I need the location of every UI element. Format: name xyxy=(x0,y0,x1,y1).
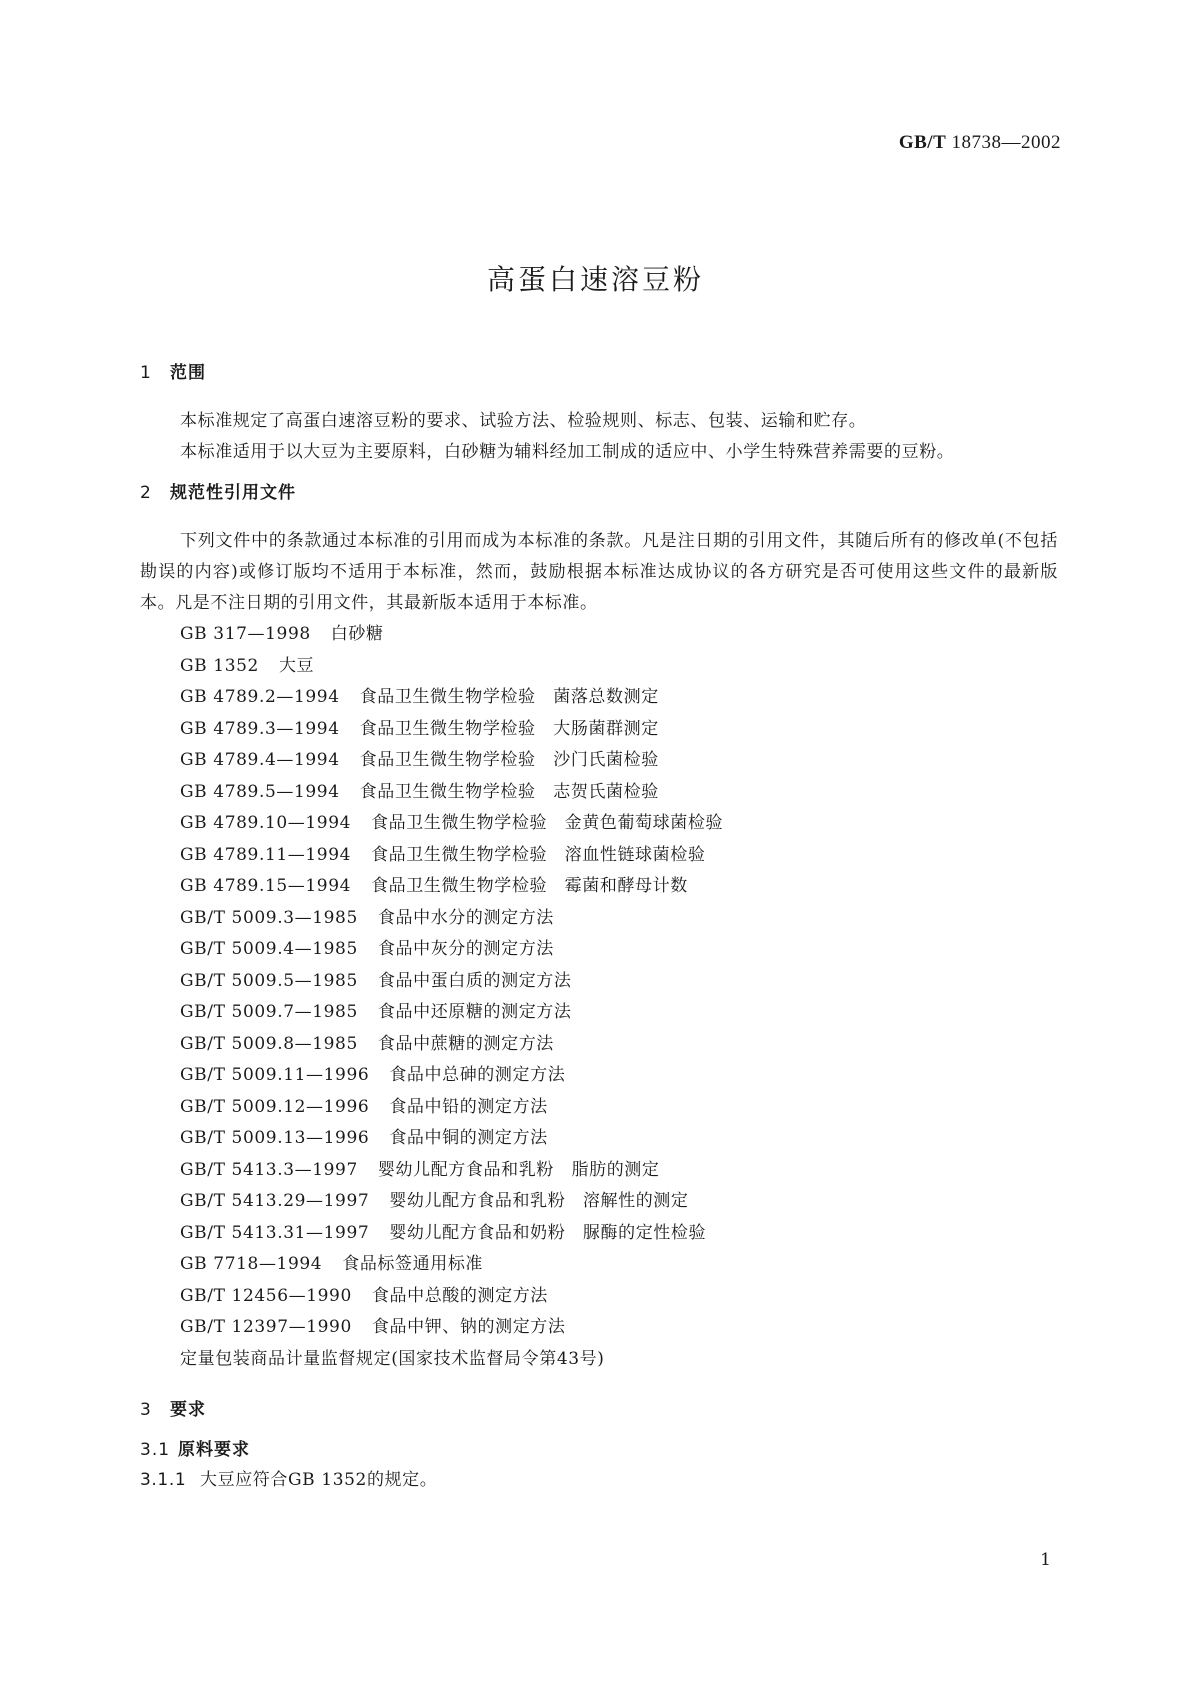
reference-item xyxy=(140,966,1058,998)
reference-title: 食品中蔗糖的测定方法 xyxy=(377,1033,554,1054)
clause-number: 3.1.1 xyxy=(140,1470,187,1490)
references-intro: 下列文件中的条款通过本标准的引用而成为本标准的条款。凡是注日期的引用文件，其随后所有的修改单(不包括勘误的内容)或修订版均不适用于本标准，然而，鼓励根据本标准达成协议的各方研究是否可使用这些文件的最新版本。凡是不注日期的引用文件，其最新版本适用于本标准。 xyxy=(140,531,1058,613)
reference-title: 食品卫生微生物学检验 大肠菌群测定 xyxy=(359,718,659,739)
reference-title: 食品中总砷的测定方法 xyxy=(389,1065,566,1085)
reference-code: GB 4789.10—1994 xyxy=(180,813,352,833)
reference-title: 食品中钾、钠的测定方法 xyxy=(371,1317,566,1337)
reference-item xyxy=(140,1186,1058,1218)
reference-code: GB/T 5009.12—1996 xyxy=(180,1096,370,1117)
document-title: 高蛋白速溶豆粉 xyxy=(486,263,704,296)
reference-item xyxy=(140,871,1058,903)
reference-code: GB/T 5009.3—1985 xyxy=(180,907,358,928)
reference-title: 白砂糖 xyxy=(330,624,384,644)
reference-title: 食品卫生微生物学检验 沙门氏菌检验 xyxy=(359,750,659,770)
reference-code: GB/T 5009.11—1996 xyxy=(180,1065,370,1085)
section-2-heading xyxy=(140,478,1058,508)
section-number: 2 xyxy=(140,483,152,503)
section-3-heading xyxy=(140,1395,1058,1425)
scope-paragraph-2: 本标准适用于以大豆为主要原料，白砂糖为辅料经加工制成的适应中、小学生特殊营养需要的豆粉。 xyxy=(180,442,955,462)
reference-code: GB/T 5009.7—1985 xyxy=(180,1002,358,1022)
reference-title: 食品中铜的测定方法 xyxy=(389,1128,548,1148)
standard-prefix: GB/T xyxy=(898,132,947,153)
reference-code: GB/T 5009.13—1996 xyxy=(180,1128,370,1148)
reference-code: GB 1352 xyxy=(180,655,259,676)
reference-title: 食品中还原糖的测定方法 xyxy=(377,1002,572,1022)
reference-item xyxy=(140,777,1058,809)
reference-item xyxy=(140,651,1058,683)
reference-title: 婴幼儿配方食品和乳粉 脂肪的测定 xyxy=(377,1159,660,1180)
reference-item xyxy=(140,808,1058,840)
standard-number: 18738—2002 xyxy=(951,132,1061,153)
reference-item xyxy=(140,1218,1058,1250)
reference-code: GB 4789.5—1994 xyxy=(180,781,340,802)
reference-code: GB 4789.3—1994 xyxy=(180,718,340,739)
document-body xyxy=(140,358,1058,1495)
reference-item xyxy=(140,1123,1058,1155)
reference-item xyxy=(140,1155,1058,1187)
reference-title: 食品卫生微生物学检验 霉菌和酵母计数 xyxy=(371,876,688,896)
section-1-heading xyxy=(140,358,1058,388)
reference-item xyxy=(140,1249,1058,1281)
reference-item xyxy=(140,1029,1058,1061)
reference-title: 食品中总酸的测定方法 xyxy=(371,1285,548,1306)
reference-title: 食品标签通用标准 xyxy=(342,1254,484,1274)
reference-title: 大豆 xyxy=(278,655,315,676)
reference-title: 食品卫生微生物学检验 溶血性链球菌检验 xyxy=(371,844,706,865)
page-number: 1 xyxy=(1040,1550,1051,1570)
subsection-number: 3.1 xyxy=(140,1440,171,1460)
section-number: 3 xyxy=(140,1400,152,1420)
reference-title: 婴幼儿配方食品和乳粉 溶解性的测定 xyxy=(389,1191,689,1211)
reference-item-regulation: 定量包装商品计量监督规定(国家技术监督局令第43号) xyxy=(180,1348,605,1369)
scope-paragraph-1: 本标准规定了高蛋白速溶豆粉的要求、试验方法、检验规则、标志、包装、运输和贮存。 xyxy=(180,411,867,431)
clause-3-1-1 xyxy=(140,1465,1058,1495)
reference-code: GB 4789.4—1994 xyxy=(180,750,340,770)
reference-title: 食品卫生微生物学检验 金黄色葡萄球菌检验 xyxy=(371,813,724,833)
subsection-3-1-heading xyxy=(140,1435,1058,1465)
reference-code: GB/T 5413.3—1997 xyxy=(180,1159,358,1180)
section-title: 规范性引用文件 xyxy=(170,483,296,503)
reference-item xyxy=(140,1312,1058,1344)
section-number: 1 xyxy=(140,363,152,383)
reference-title: 食品卫生微生物学检验 菌落总数测定 xyxy=(359,687,659,707)
reference-item xyxy=(140,1092,1058,1124)
reference-title: 食品中水分的测定方法 xyxy=(377,907,554,928)
reference-title: 食品中蛋白质的测定方法 xyxy=(377,970,572,991)
reference-item xyxy=(140,1281,1058,1313)
reference-code: GB 4789.15—1994 xyxy=(180,876,352,896)
reference-item xyxy=(140,1060,1058,1092)
reference-title: 婴幼儿配方食品和奶粉 脲酶的定性检验 xyxy=(389,1222,707,1243)
reference-code: GB 7718—1994 xyxy=(180,1254,323,1274)
reference-title: 食品卫生微生物学检验 志贺氏菌检验 xyxy=(359,781,659,802)
reference-code: GB/T 5009.8—1985 xyxy=(180,1033,358,1054)
reference-title: 食品中铅的测定方法 xyxy=(389,1096,548,1117)
section-title: 范围 xyxy=(170,363,206,383)
reference-code: GB 4789.2—1994 xyxy=(180,687,340,707)
reference-item xyxy=(140,840,1058,872)
reference-code: GB/T 5413.29—1997 xyxy=(180,1191,370,1211)
reference-code: GB 4789.11—1994 xyxy=(180,844,352,865)
clause-text: 大豆应符合GB 1352的规定。 xyxy=(200,1470,438,1490)
reference-item xyxy=(140,682,1058,714)
reference-code: GB/T 12456—1990 xyxy=(180,1285,352,1306)
subsection-title: 原料要求 xyxy=(178,1440,250,1460)
reference-item xyxy=(140,745,1058,777)
reference-item xyxy=(140,619,1058,651)
reference-code: GB/T 12397—1990 xyxy=(180,1317,352,1337)
reference-item xyxy=(140,714,1058,746)
reference-item xyxy=(140,934,1058,966)
reference-title: 食品中灰分的测定方法 xyxy=(377,939,554,959)
reference-code: GB 317—1998 xyxy=(180,624,311,644)
reference-code: GB/T 5009.5—1985 xyxy=(180,970,358,991)
reference-item xyxy=(140,997,1058,1029)
reference-code: GB/T 5413.31—1997 xyxy=(180,1222,370,1243)
reference-item xyxy=(140,903,1058,935)
section-title: 要求 xyxy=(170,1400,206,1420)
reference-code: GB/T 5009.4—1985 xyxy=(180,939,358,959)
standard-code xyxy=(899,132,1061,154)
reference-list xyxy=(140,619,1058,1375)
